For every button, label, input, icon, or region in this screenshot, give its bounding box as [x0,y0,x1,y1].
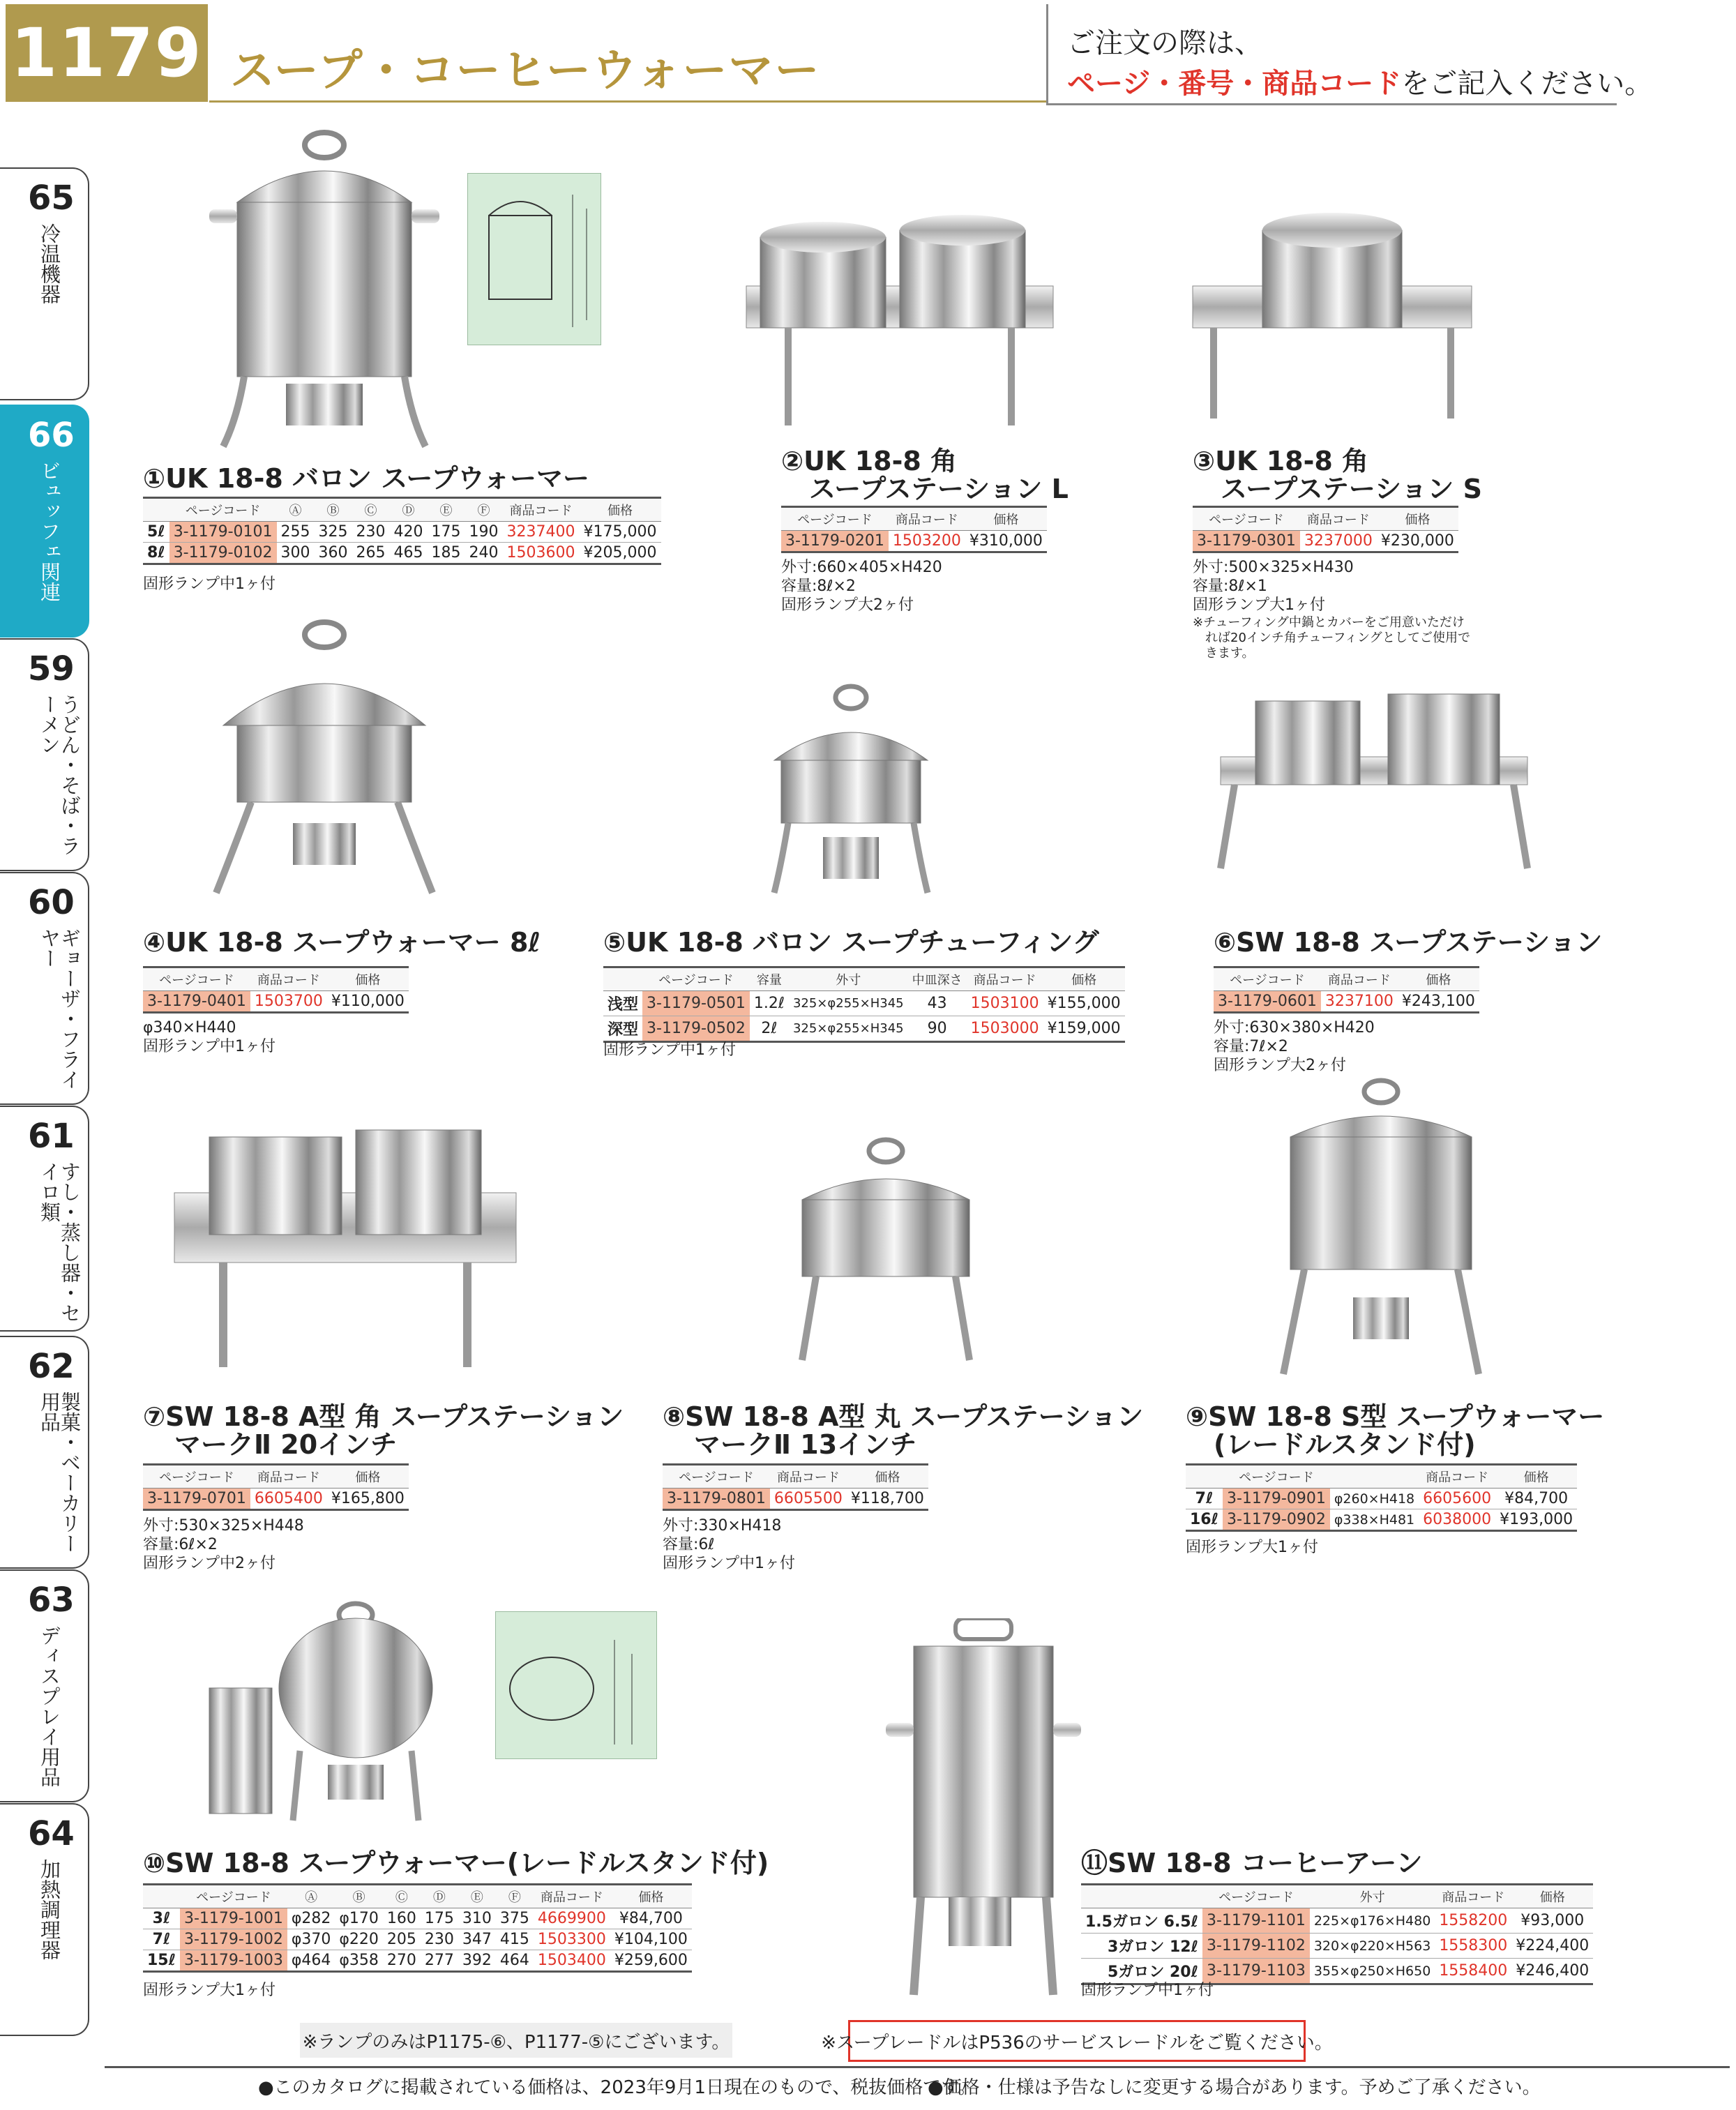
tab-label: 製菓・ベーカリー用品 [38,1392,82,1553]
product-8-note: 外寸:330×H418 [663,1517,782,1535]
product-7-note: 外寸:530×325×H448 [143,1517,304,1535]
table-row: 3ガロン 12ℓ 3-1179-1102 320×φ220×H563 1558300 ¥224,400 [1081,1934,1593,1959]
product-11-note: 固形ランプ中1ヶ付 [1081,1982,1214,1999]
product-2-image [732,202,1067,439]
product-7-table [143,1463,409,1511]
product-9-table [1186,1463,1577,1532]
table-header-row: ページコード 商品コード 価格 [781,507,1047,531]
product-3-notes [1193,558,1354,615]
tab-59[interactable] [0,638,89,871]
tab-61[interactable] [0,1106,89,1332]
tab-60[interactable] [0,872,89,1105]
product-8-notes [663,1516,795,1573]
order-notice-line1: ご注文の際は、 [1067,27,1262,59]
product-8-table [663,1463,928,1511]
product-6-image [1214,673,1541,882]
product-11-title: ⑪SW 18-8 コーヒーアーン [1081,1848,1423,1878]
table-row: 5ℓ 3-1179-0101 255 325 230 420 175 190 3237400 ¥175,000 [143,522,661,543]
product-10-diagram [495,1611,657,1759]
product-5-image [746,677,976,907]
tab-number: 63 [28,1581,75,1620]
product-2-note: 固形ランプ大2ヶ付 [781,596,914,614]
product-3-small-note: きます。 [1205,646,1255,661]
tab-65[interactable] [0,167,89,400]
product-3-small-note: ※チューフィング中鍋とカバーをご用意いただけ [1193,615,1465,630]
product-6-note: 固形ランプ大2ヶ付 [1214,1057,1346,1074]
product-5-note: 固形ランプ中1ヶ付 [603,1041,736,1059]
order-notice-line2 [1067,61,1652,101]
tab-label: すし・蒸し器・セイロ類 [38,1161,82,1323]
product-2-note: 外寸:660×405×H420 [781,559,942,576]
product-7-title-line2: マークⅡ 20インチ [174,1429,398,1460]
product-8-image [760,1130,1011,1367]
footer-change-note: ●価格・仕様は予告なしに変更する場合があります。予めご了承ください。 [928,2077,1541,2098]
lamp-note: ※ランプのみはP1175-⑥、P1177-⑤にございます。 [300,2023,732,2058]
product-3-small-note: れば20インチ角チューフィングとしてご使用で [1205,631,1471,645]
table-row: 5ガロン 20ℓ 3-1179-1103 355×φ250×H650 1558400 ¥246,400 [1081,1959,1593,1984]
tab-label: 冷温機器 [38,223,61,304]
product-9-title-line1: ⑨SW 18-8 S型 スープウォーマー [1186,1401,1605,1432]
product-7-notes [143,1516,304,1573]
product-6-notes [1214,1018,1375,1075]
product-8-note: 容量:6ℓ [663,1536,715,1553]
footer-price-note: ●このカタログに掲載されている価格は、2023年9月1日現在のもので、税抜価格です。 [258,2077,976,2098]
product-7-image [160,1102,530,1381]
product-4-table [143,966,409,1013]
product-2-title-line2: スープステーション L [809,474,1069,504]
product-3-note: 外寸:500×325×H430 [1193,559,1354,576]
tab-66[interactable] [0,405,89,638]
product-8-note: 固形ランプ中1ヶ付 [663,1555,795,1572]
tab-62[interactable] [0,1336,89,1569]
product-10-table [143,1883,692,1973]
table-header-row: ページコード 商品コード 価格 [1186,1465,1577,1489]
table-row: 3-1179-0301 3237000 ¥230,000 [1193,531,1458,552]
product-4-image [202,614,467,907]
table-header-row: ページコード Ⓐ Ⓑ Ⓒ Ⓓ Ⓔ Ⓕ 商品コード 価格 [143,1885,692,1908]
product-7-title-line1: ⑦SW 18-8 A型 角 スープステーション [143,1401,624,1432]
order-notice-rest: をご記入ください。 [1401,68,1653,100]
tab-number: 59 [28,649,75,688]
product-11-image [872,1618,1095,2009]
product-4-title: ④UK 18-8 スープウォーマー 8ℓ [143,927,541,958]
header-rule [209,100,1046,103]
tab-number: 60 [28,883,75,922]
tab-number: 62 [28,1347,75,1386]
table-row: 3-1179-0401 1503700 ¥110,000 [143,991,409,1013]
table-row: 3-1179-0801 6605500 ¥118,700 [663,1489,928,1510]
product-9-note: 固形ランプ大1ヶ付 [1186,1539,1318,1556]
table-header-row: ページコード Ⓐ Ⓑ Ⓒ Ⓓ Ⓔ Ⓕ 商品コード 価格 [143,498,661,522]
ladle-note: ※スープレードルはP536のサービスレードルをご覧ください。 [848,2020,1306,2062]
table-header-row: ページコード 商品コード 価格 [1214,967,1479,991]
product-1-title: ①UK 18-8 バロン スープウォーマー [143,463,589,494]
product-10-image [202,1597,467,1828]
table-row: 浅型 3-1179-0501 1.2ℓ 325×φ255×H345 43 1503100 ¥155,000 [603,991,1125,1016]
product-3-note: 容量:8ℓ×1 [1193,578,1267,595]
tab-number: 66 [28,416,75,455]
table-header-row: ページコード 外寸 商品コード 価格 [1081,1885,1593,1908]
table-header-row: ページコード 商品コード 価格 [143,1465,409,1489]
table-header-row: ページコード 容量 外寸 中皿深さ 商品コード 価格 [603,967,1125,991]
tab-label: うどん・そば・ラーメン [38,694,82,856]
product-8-title-line1: ⑧SW 18-8 A型 丸 スープステーション [663,1401,1144,1432]
product-6-note: 容量:7ℓ×2 [1214,1038,1288,1055]
product-6-note: 外寸:630×380×H420 [1214,1019,1375,1037]
table-row: 16ℓ 3-1179-0902 φ338×H481 6038000 ¥193,000 [1186,1509,1577,1531]
product-6-table [1214,966,1479,1013]
product-1-table [143,497,661,565]
table-row: 7ℓ 3-1179-0901 φ260×H418 6605600 ¥84,700 [1186,1489,1577,1509]
table-header-row: ページコード 商品コード 価格 [1193,507,1458,531]
tab-label: ビュッフェ関連 [38,460,61,602]
table-row: 8ℓ 3-1179-0102 300 360 265 465 185 240 1503600 ¥205,000 [143,543,661,564]
table-row: 3-1179-0701 6605400 ¥165,800 [143,1489,409,1510]
product-4-note: φ340×H440 [143,1019,236,1037]
tab-64[interactable] [0,1803,89,2036]
tab-number: 61 [28,1117,75,1156]
product-5-table [603,966,1125,1043]
tab-label: 加熱調理器 [38,1859,61,1960]
table-row: 3-1179-0201 1503200 ¥310,000 [781,531,1047,552]
product-3-table [1193,506,1458,553]
product-1-image [209,126,474,453]
product-6-title: ⑥SW 18-8 スープステーション [1214,927,1603,958]
product-2-table [781,506,1047,553]
product-5-title: ⑤UK 18-8 バロン スープチューフィング [603,927,1099,958]
tab-63[interactable] [0,1569,89,1802]
product-2-note: 容量:8ℓ×2 [781,578,856,595]
tab-number: 64 [28,1814,75,1853]
product-9-title-line2: (レードルスタンド付) [1214,1429,1476,1460]
product-10-title: ⑩SW 18-8 スープウォーマー(レードルスタンド付) [143,1848,769,1878]
product-3-image [1186,202,1479,432]
order-notice-red: ページ・番号・商品コード [1067,68,1402,100]
product-7-note: 容量:6ℓ×2 [143,1536,218,1553]
product-7-note: 固形ランプ中2ヶ付 [143,1555,276,1572]
product-3-title-line2: スープステーション S [1221,474,1482,504]
tab-label: ディスプレイ用品 [38,1625,61,1787]
product-3-note: 固形ランプ大1ヶ付 [1193,596,1325,614]
table-row: 3ℓ 3-1179-1001 φ282 φ170 160 175 310 375 4669900 ¥84,700 [143,1908,692,1929]
table-header-row: ページコード 商品コード 価格 [143,967,409,991]
product-1-diagram [467,173,601,345]
product-3-title-line1: ③UK 18-8 角 [1193,446,1369,476]
product-11-table [1081,1883,1593,1985]
product-8-title-line2: マークⅡ 13インチ [694,1429,917,1460]
table-row: 15ℓ 3-1179-1003 φ464 φ358 270 277 392 464 1503400 ¥259,600 [143,1950,692,1972]
product-9-image [1276,1074,1500,1388]
table-row: 3-1179-0601 3237100 ¥243,100 [1214,991,1479,1013]
product-1-note: 固形ランプ中1ヶ付 [143,575,276,593]
tab-label: ギョーザ・フライヤー [38,928,82,1090]
product-4-note: 固形ランプ中1ヶ付 [143,1038,276,1055]
footer-rule [105,2066,1730,2068]
page-number: 1179 [6,4,208,102]
tab-number: 65 [28,179,75,218]
table-row: 1.5ガロン 6.5ℓ 3-1179-1101 225×φ176×H480 1558200 ¥93,000 [1081,1908,1593,1934]
table-row: 7ℓ 3-1179-1002 φ370 φ220 205 230 347 415 1503300 ¥104,100 [143,1929,692,1950]
product-2-notes [781,558,942,615]
product-10-note: 固形ランプ大1ヶ付 [143,1982,276,1999]
product-3-small-notes [1193,615,1470,661]
product-2-title-line1: ②UK 18-8 角 [781,446,958,476]
page-title: スープ・コーヒーウォーマー [230,45,821,97]
product-4-notes [143,1018,276,1056]
table-row: 深型 3-1179-0502 2ℓ 325×φ255×H345 90 1503000 ¥159,000 [603,1016,1125,1042]
table-header-row: ページコード 商品コード 価格 [663,1465,928,1489]
